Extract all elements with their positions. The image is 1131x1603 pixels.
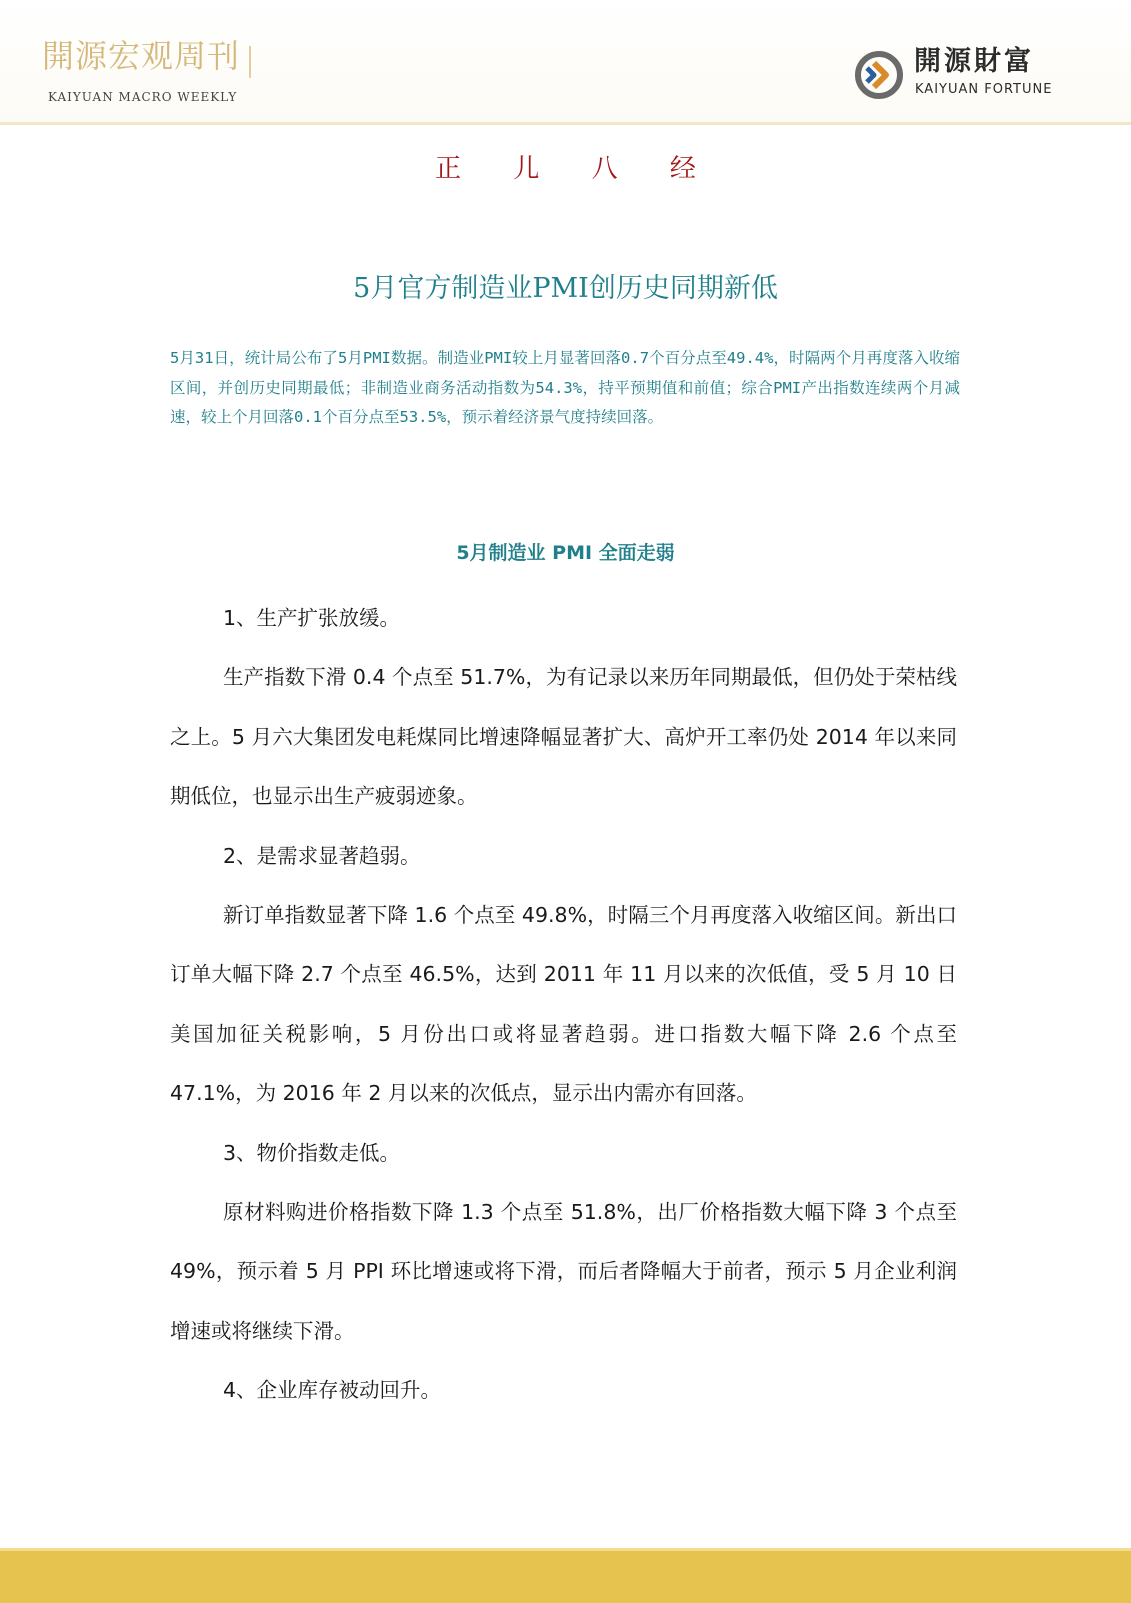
brand-title-en: KAIYUAN MACRO WEEKLY: [48, 90, 238, 104]
article-subheading: 5月制造业 PMI 全面走弱: [456, 542, 675, 564]
body-paragraph: 新订单指数显著下降 1.6 个点至 49.8%，时隔三个月再度落入收缩区间。新出口订单大幅下降 2.7 个点至 46.5%，达到 2011 年 11 月以来的次低值，受 5 月 10 日美国加征关税影响，5 月份出口或将显著趋弱。进口指数大幅下降 2.6 个点至 47.1%，为 2016 年 2 月以来的次低点，显示出内需亦有回落。: [170, 903, 957, 1106]
article-summary: 5月31日，统计局公布了5月PMI数据。制造业PMI较上月显著回落0.7个百分点至49.4%，时隔两个月再度落入收缩区间，并创历史同期最低；非制造业商务活动指数为54.3%，持平预期值和前值；综合PMI产出指数连续两个月减速，较上个月回落0.1个百分点至53.5%，预示着经济景气度持续回落。: [170, 349, 960, 426]
page-header: [0, 0, 1131, 125]
logo-name-en: KAIYUAN FORTUNE: [915, 82, 1053, 97]
brand-divider: [249, 46, 251, 78]
footer-band: [0, 1548, 1131, 1603]
body-paragraph: 1、生产扩张放缓。: [223, 606, 401, 630]
body-paragraph: 3、物价指数走低。: [223, 1140, 401, 1165]
brand-title-cn: 開源宏观周刊: [42, 37, 241, 75]
logo-name-cn: 開源財富: [914, 46, 1034, 77]
body-paragraph: 4、企业库存被动回升。: [223, 1378, 442, 1403]
body-paragraph: 原材料购进价格指数下降 1.3 个点至 51.8%，出厂价格指数大幅下降 3 个点至 49%，预示着 5 月 PPI 环比增速或将下滑，而后者降幅大于前者，预示 5 月企业利润增速或将继续下滑。: [170, 1200, 957, 1343]
kaiyuan-logo-mark-icon: [854, 50, 904, 100]
kaiyuan-fortune-logo: [848, 40, 1088, 110]
section-title: 正 儿 八 经: [435, 154, 718, 184]
article-body: [170, 589, 957, 1421]
body-paragraph: 2、是需求显著趋弱。: [223, 843, 421, 868]
article-title: 5月官方制造业PMI创历史同期新低: [353, 273, 778, 304]
body-paragraph: 生产指数下滑 0.4 个点至 51.7%，为有记录以来历年同期最低，但仍处于荣枯线之上。5 月六大集团发电耗煤同比增速降幅显著扩大、高炉开工率仍处 2014 年以来同期低位，也显示出生产疲弱迹象。: [170, 665, 957, 809]
